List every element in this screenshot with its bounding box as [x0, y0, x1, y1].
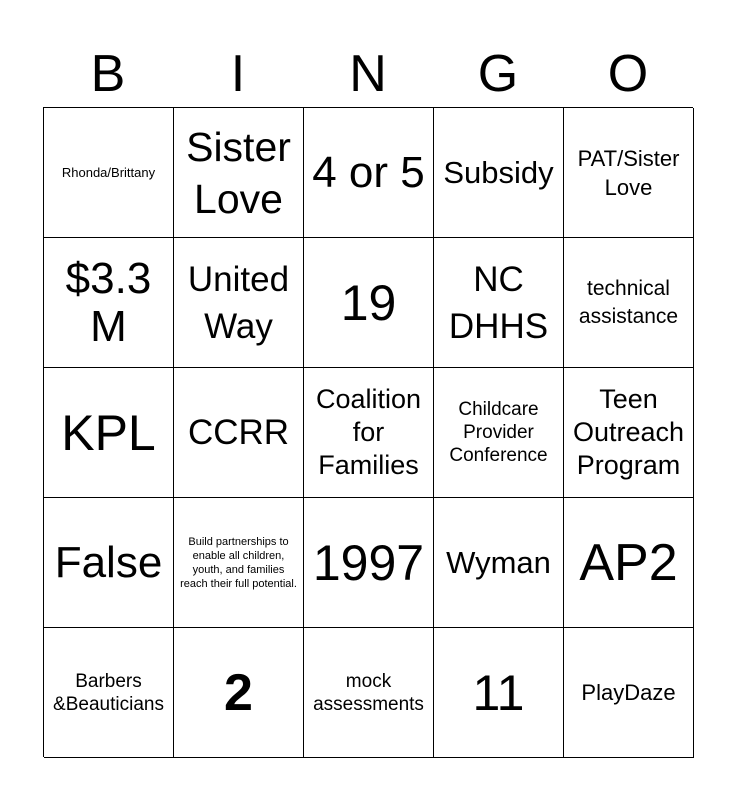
bingo-cell[interactable] — [304, 368, 434, 498]
cell-label: Rhonda/Brittany — [61, 164, 156, 180]
cell-label: Subsidy — [443, 154, 554, 190]
bingo-cell[interactable] — [434, 238, 564, 368]
cell-label: PAT/Sister Love — [577, 145, 680, 200]
bingo-cell[interactable] — [44, 108, 174, 238]
cell-label: mock assessments — [313, 670, 424, 715]
bingo-cell[interactable] — [174, 628, 304, 758]
bingo-cell[interactable] — [174, 368, 304, 498]
bingo-cell[interactable] — [434, 108, 564, 238]
header-letter-b: B — [90, 45, 126, 103]
cell-label: 1997 — [312, 534, 425, 591]
bingo-cell[interactable] — [304, 498, 434, 628]
bingo-cell[interactable] — [44, 498, 174, 628]
cell-label: Coalition for Families — [315, 384, 422, 480]
bingo-cell[interactable] — [564, 368, 694, 498]
header-letter-g: G — [477, 45, 519, 103]
cell-label: Build partnerships to enable all children, youth, and families reach their full potential. — [180, 535, 297, 590]
header-letter-n: N — [349, 45, 387, 103]
bingo-cell[interactable] — [564, 238, 694, 368]
bingo-cell[interactable] — [174, 108, 304, 238]
bingo-cell[interactable] — [434, 628, 564, 758]
cell-label: Barbers &Beauticians — [53, 670, 164, 715]
cell-label: 2 — [224, 663, 253, 722]
bingo-cell[interactable] — [44, 238, 174, 368]
bingo-cell[interactable] — [174, 498, 304, 628]
cell-label: Childcare Provider Conference — [449, 399, 548, 466]
cell-label: AP2 — [579, 533, 678, 592]
cell-label: KPL — [61, 404, 156, 461]
bingo-cell[interactable] — [564, 498, 694, 628]
bingo-cell[interactable] — [304, 238, 434, 368]
cell-label: False — [54, 537, 163, 587]
bingo-cell[interactable] — [564, 108, 694, 238]
cell-label: PlayDaze — [581, 680, 676, 705]
header-letter-o: O — [607, 45, 649, 103]
cell-label: technical assistance — [578, 276, 679, 328]
cell-label: Sister Love — [186, 123, 291, 222]
bingo-header — [43, 40, 693, 108]
header-letter-i: I — [230, 45, 246, 103]
bingo-grid — [43, 107, 693, 757]
bingo-cell[interactable] — [44, 628, 174, 758]
bingo-cell[interactable] — [564, 628, 694, 758]
cell-label: Teen Outreach Program — [572, 384, 685, 480]
cell-label: NC DHHS — [448, 259, 549, 346]
cell-label: 4 or 5 — [312, 147, 425, 197]
bingo-cell[interactable] — [44, 368, 174, 498]
bingo-cell[interactable] — [174, 238, 304, 368]
bingo-cell[interactable] — [304, 628, 434, 758]
bingo-cell[interactable] — [434, 368, 564, 498]
cell-label: $3.3 M — [65, 253, 152, 351]
cell-label: Wyman — [446, 544, 551, 580]
cell-label: 19 — [340, 274, 397, 331]
bingo-cell[interactable] — [304, 108, 434, 238]
cell-label: 11 — [472, 664, 525, 721]
bingo-cell[interactable] — [434, 498, 564, 628]
cell-label: CCRR — [187, 413, 290, 452]
cell-label: United Way — [187, 259, 290, 346]
